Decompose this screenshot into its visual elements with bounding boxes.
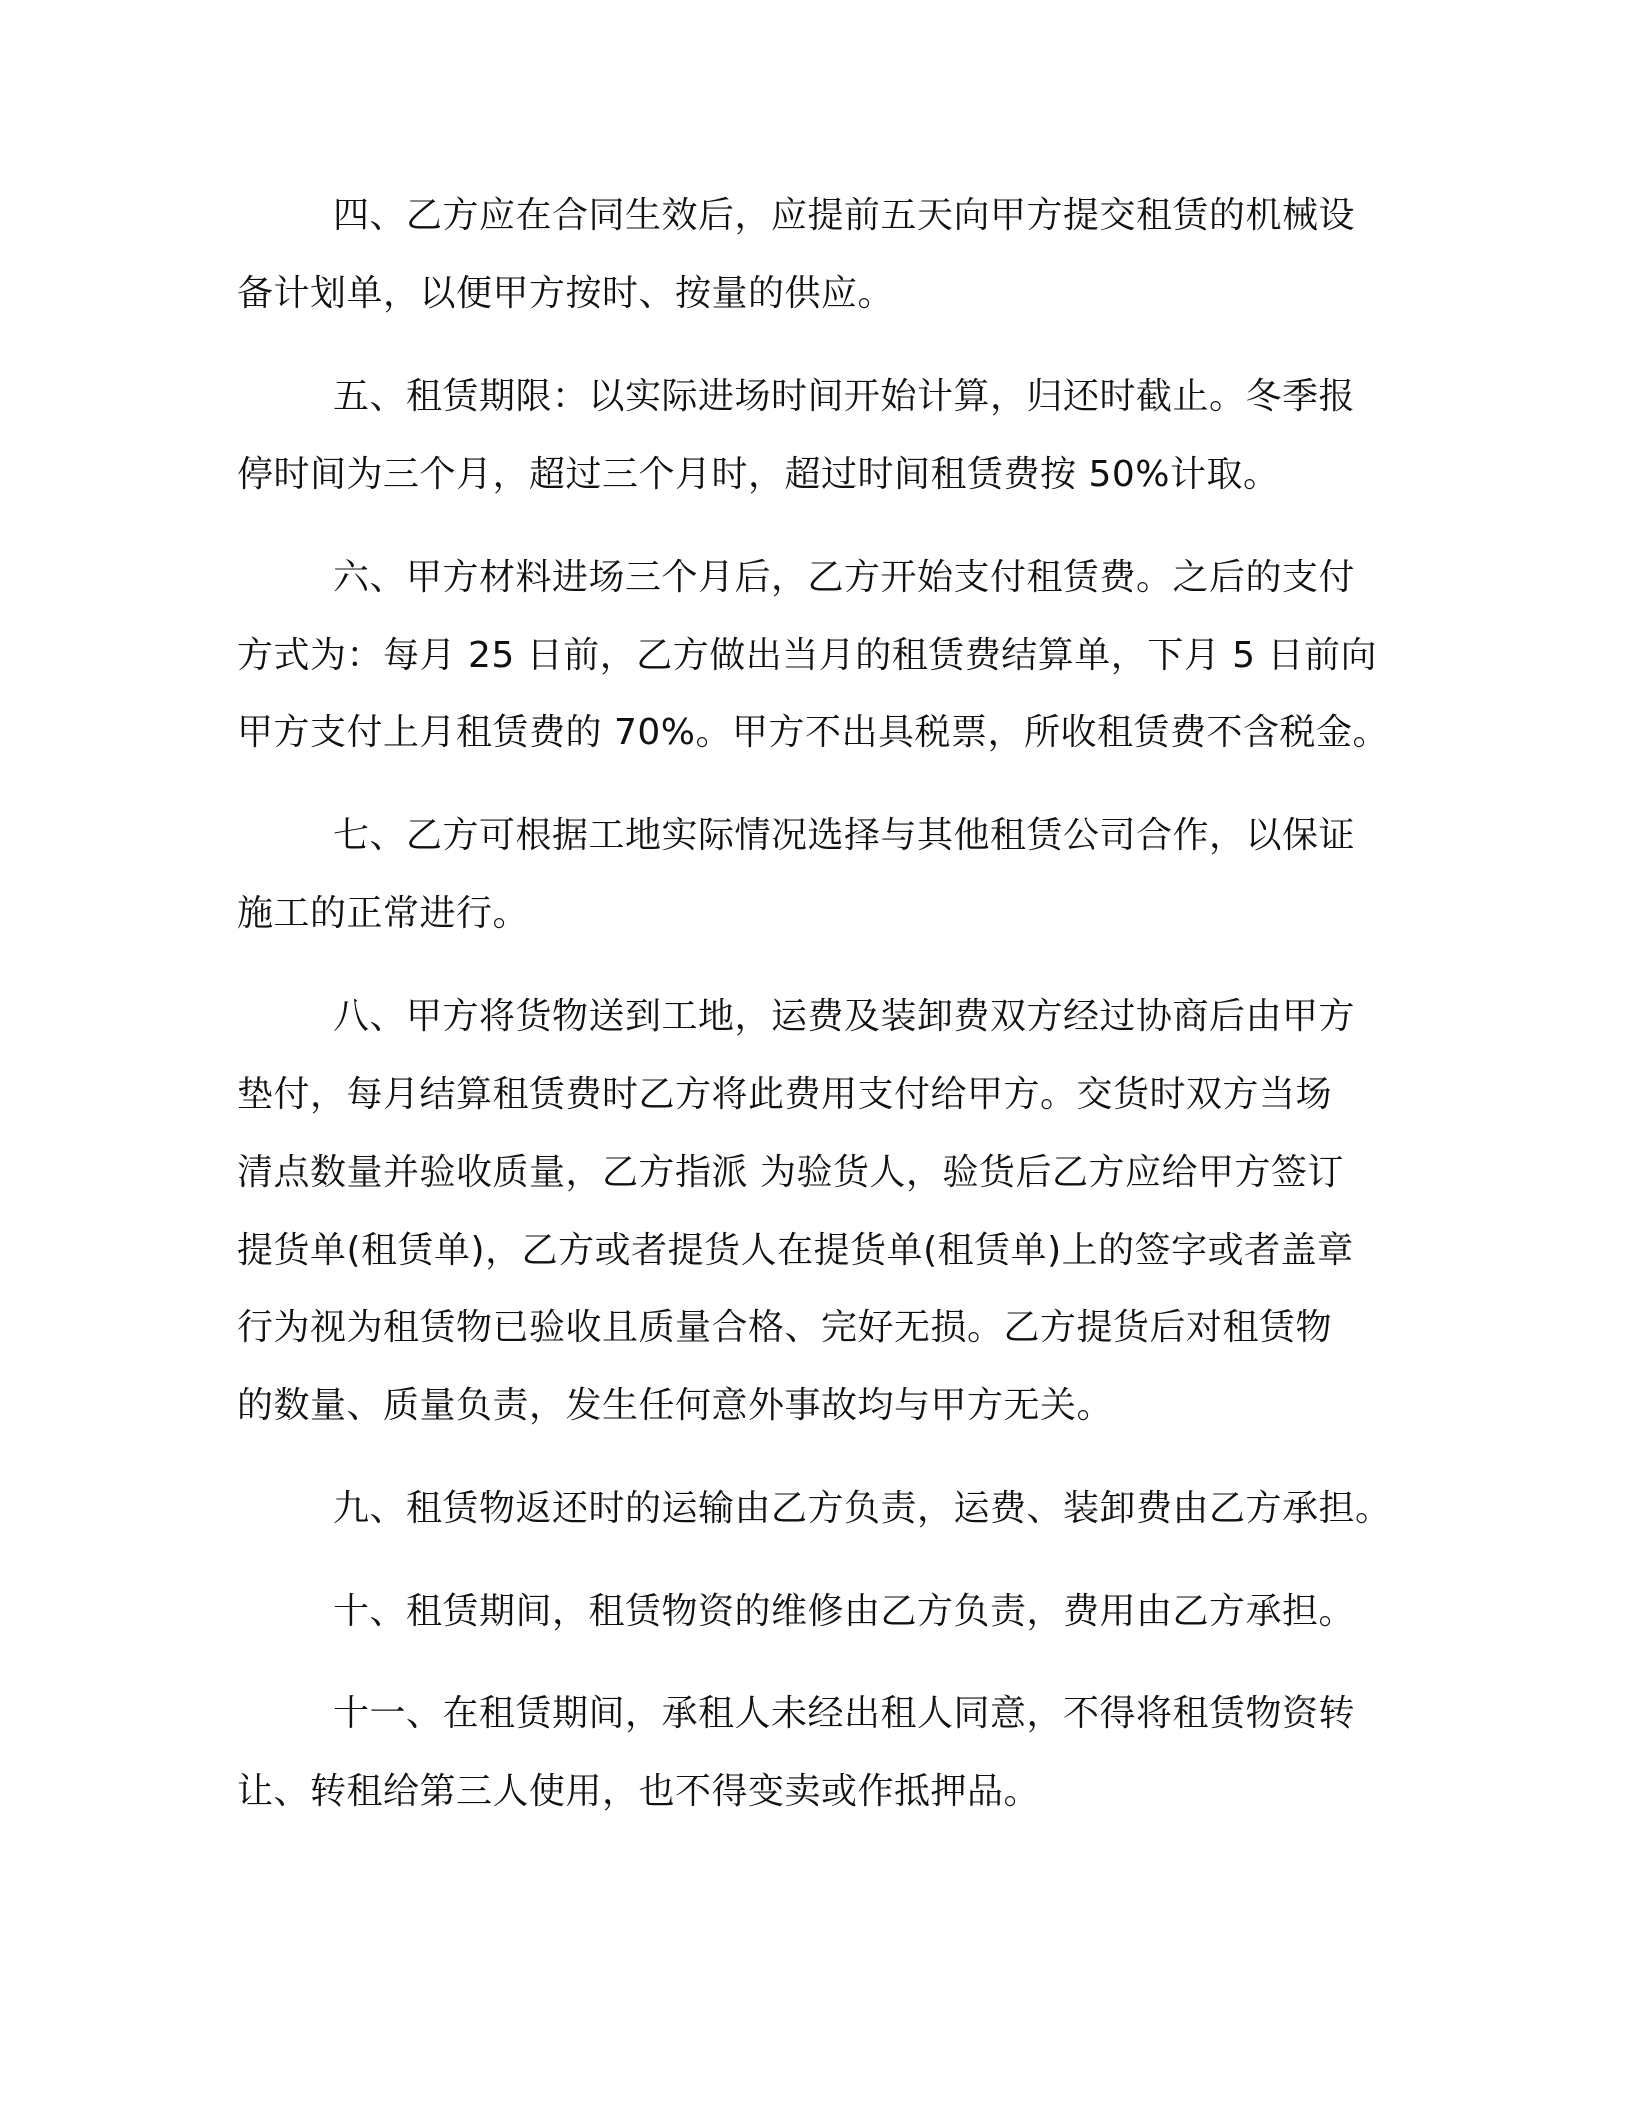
clause-11-line-2: 让、转租给第三人使用，也不得变卖或作抵押品。 [237,1771,1041,1812]
clause-5-line-1: 五、租赁期限：以实际进场时间开始计算，归还时截止。冬季报 [333,376,1356,417]
clause-5-line-2: 停时间为三个月，超过三个月时，超过时间租赁费按 50%计取。 [237,454,1280,495]
clause-9-line-1: 九、租赁物返还时的运输由乙方负责，运费、装卸费由乙方承担。 [333,1488,1392,1529]
clause-6-line-2: 方式为：每月 25 日前，乙方做出当月的租赁费结算单，下月 5 日前向 [237,635,1377,676]
clause-4-line-1: 四、乙方应在合同生效后，应提前五天向甲方提交租赁的机械设 [333,195,1356,236]
clause-6-line-1: 六、甲方材料进场三个月后，乙方开始支付租赁费。之后的支付 [333,557,1356,598]
clause-8-line-5: 行为视为租赁物已验收且质量合格、完好无损。乙方提货后对租赁物 [237,1307,1333,1348]
clause-4-line-2: 备计划单，以便甲方按时、按量的供应。 [237,273,895,314]
clause-8-line-3: 清点数量并验收质量，乙方指派 为验货人，验货后乙方应给甲方签订 [237,1152,1344,1193]
clause-7-line-1: 七、乙方可根据工地实际情况选择与其他租赁公司合作，以保证 [333,815,1356,856]
clause-8-line-2: 垫付，每月结算租赁费时乙方将此费用支付给甲方。交货时双方当场 [237,1074,1333,1115]
clause-8-line-6: 的数量、质量负责，发生任何意外事故均与甲方无关。 [237,1385,1114,1426]
clause-7-line-2: 施工的正常进行。 [237,893,530,934]
clause-6-line-3: 甲方支付上月租赁费的 70%。甲方不出具税票，所收租赁费不含税金。 [237,712,1389,753]
clause-8-line-1: 八、甲方将货物送到工地，运费及装卸费双方经过协商后由甲方 [333,996,1356,1037]
clause-11-line-1: 十一、在租赁期间，承租人未经出租人同意，不得将租赁物资转 [333,1693,1356,1734]
clause-8-line-4: 提货单(租赁单)，乙方或者提货人在提货单(租赁单)上的签字或者盖章 [237,1230,1354,1271]
clause-10-line-1: 十、租赁期间，租赁物资的维修由乙方负责，费用由乙方承担。 [333,1591,1356,1632]
